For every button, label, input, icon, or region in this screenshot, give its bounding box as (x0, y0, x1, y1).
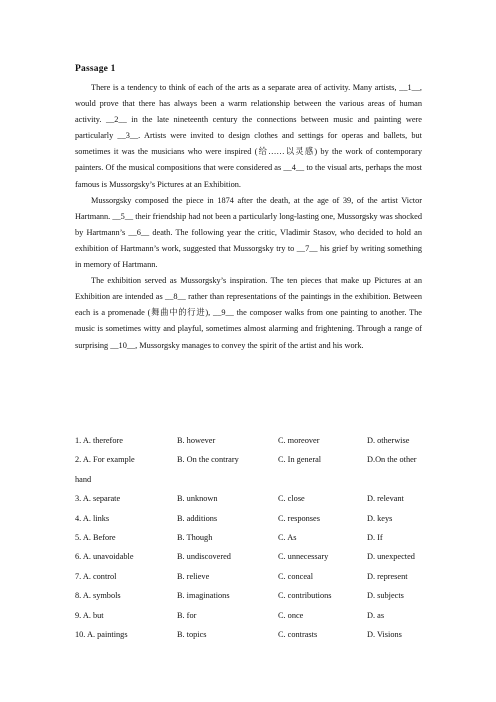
option-c: C. unnecessary (278, 552, 329, 562)
question-row-9 (75, 606, 422, 625)
question-row-1 (75, 431, 422, 450)
option-d: D. as (367, 610, 385, 620)
option-a: 8. A. symbols (75, 591, 121, 601)
option-b: B. imaginations (177, 591, 230, 601)
question-row-7 (75, 567, 422, 586)
option-a: 9. A. but (75, 610, 104, 620)
question-row-3 (75, 489, 422, 508)
question-row-6 (75, 547, 422, 566)
option-c: C. close (278, 494, 305, 504)
option-c: C. conceal (278, 571, 314, 581)
paragraph-3: The exhibition served as Mussorgsky’s inspiration. The ten pieces that make up Pictures at an Exhibition are intended as __8__ rather than representations of the paintings in the exhibition. Between each is a promenade (舞曲中的行进), __9__ the composer walks from one painting to another. The music is sometimes witty and playful, sometimes almost alarming and frightening. Through a range of surprising __10__, Mussorgsky manages to convey the spirit of the artist and his work. (75, 276, 422, 350)
option-d: D. relevant (367, 494, 404, 504)
option-b: B. unknown (177, 494, 218, 504)
question-row-8 (75, 586, 422, 605)
option-c: C. contributions (278, 591, 332, 601)
option-d: D. subjects (367, 591, 404, 601)
question-row-4 (75, 509, 422, 528)
option-c: C. moreover (278, 436, 320, 445)
passage-title: Passage 1 (75, 64, 116, 74)
option-b: B. additions (177, 513, 218, 523)
option-d: D.On the other (367, 455, 417, 465)
option-c: C. responses (278, 513, 320, 523)
paragraph-2: Mussorgsky composed the piece in 1874 after the death, at the age of 39, of the artist Victor Hartmann. __5__ their friendship had not been a particularly long-lasting one, Mussorgsky was shocked by Hartmann’s __6__ death. The following year the critic, Vladimir Stasov, who decided to hold an exhibition of Hartmann’s work, suggested that Mussorgsky try to __7__ his grief by writing something in memory of Hartmann. (75, 195, 422, 270)
option-c: C. once (278, 610, 304, 620)
option-b: B. On the contrary (177, 455, 239, 465)
option-a: 2. A. For example (75, 455, 135, 465)
option-d: D. represent (367, 571, 408, 581)
passage-body (75, 80, 422, 354)
option-c: C. As (278, 532, 297, 542)
paragraph-1: There is a tendency to think of each of the arts as a separate area of activity. Many artists, __1__, would prove that there has always been a warm relationship between the various areas of human activity. __2__ in the late nineteenth century the connections between music and painting were particularly __3__. Artists were invited to design clothes and settings for operas and ballets, but sometimes it was the musicians who were inspired (给……以灵感) by the work of contemporary painters. Of the musical compositions that were considered as __4__ to the visual arts, perhaps the most famous is Mussorgsky’s Pictures at an Exhibition. (75, 83, 422, 189)
option-d: D. unexpected (367, 552, 415, 562)
option-a: 5. A. Before (75, 532, 116, 542)
option-a: 7. A. control (75, 571, 117, 581)
option-a: 1. A. therefore (75, 436, 123, 445)
option-d-wrap: hand (75, 474, 92, 484)
option-a: 6. A. unavoidable (75, 552, 134, 562)
option-d: D. If (367, 532, 383, 542)
question-row-5 (75, 528, 422, 547)
option-c: C. contrasts (278, 629, 318, 639)
option-b: B. Though (177, 532, 213, 542)
question-row-2 (75, 450, 422, 489)
option-b: B. for (177, 610, 197, 620)
option-a: 10. A. paintings (75, 629, 128, 639)
option-b: B. topics (177, 629, 207, 639)
option-b: B. relieve (177, 571, 210, 581)
option-b: B. undiscovered (177, 552, 231, 562)
option-a: 4. A. links (75, 513, 110, 523)
option-c: C. In general (278, 455, 322, 465)
option-b: B. however (177, 436, 216, 445)
option-d: D. otherwise (367, 436, 410, 445)
option-d: D. Visions (367, 629, 402, 639)
option-d: D. keys (367, 513, 393, 523)
question-options (75, 431, 422, 644)
question-row-10 (75, 625, 422, 644)
option-a: 3. A. separate (75, 494, 121, 504)
